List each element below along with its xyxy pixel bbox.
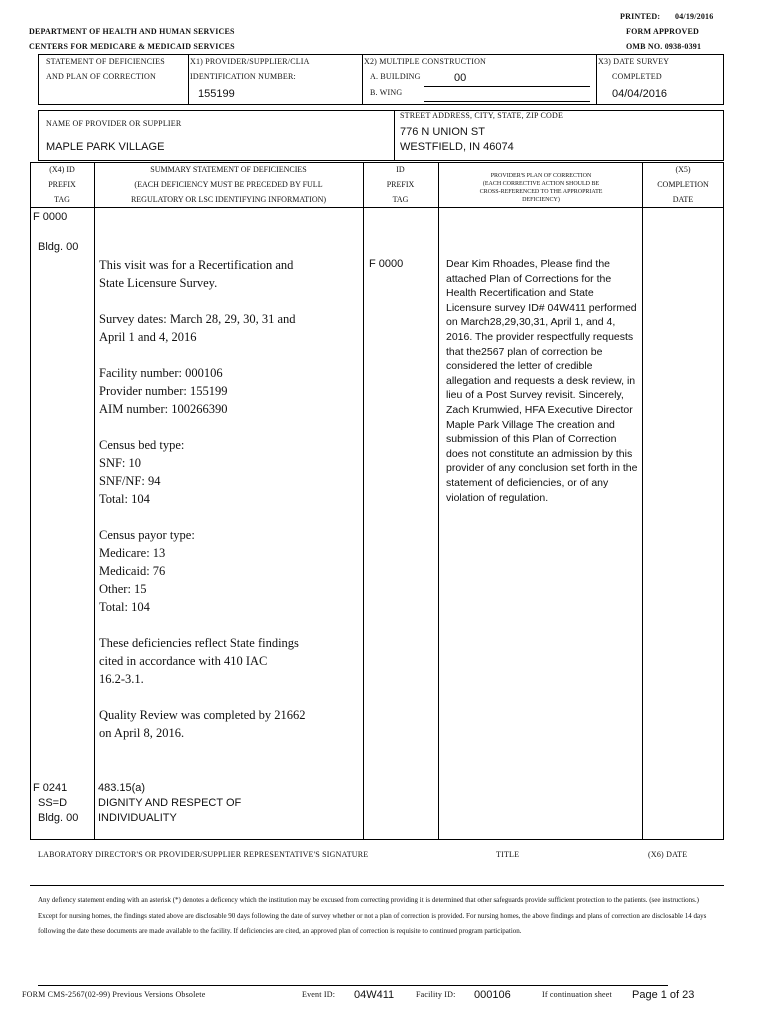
omb-number: OMB NO. 0938-0391: [626, 42, 702, 51]
form-number: FORM CMS-2567(02-99) Previous Versions Obsolete: [22, 990, 206, 999]
provider-id-label-2: IDENTIFICATION NUMBER:: [190, 72, 296, 81]
x5-header: (X5) COMPLETION DATE: [657, 165, 709, 204]
tag-f0000: F 0000: [33, 211, 68, 223]
building-value: 00: [454, 72, 467, 84]
provider-id-label: X1) PROVIDER/SUPPLIER/CLIA: [190, 57, 310, 66]
id-tag-f0000: F 0000: [369, 258, 404, 270]
signature-label: LABORATORY DIRECTOR'S OR PROVIDER/SUPPLIER REPRESENTATIVE'S SIGNATURE: [38, 850, 369, 859]
facility-id-value: 000106: [474, 989, 511, 1001]
regulation-title-2: INDIVIDUALITY: [98, 812, 177, 824]
centers-title: CENTERS FOR MEDICARE & MEDICAID SERVICES: [29, 42, 235, 51]
summary-header: SUMMARY STATEMENT OF DEFICIENCIES (EACH DEFICIENCY MUST BE PRECEDED BY FULL REGULATORY OR LSC IDENTIFYING INFORMATION): [130, 165, 327, 204]
summary-paragraph: This visit was for a Recertification and State Licensure Survey.: [99, 258, 294, 290]
id-header: ID PREFIX TAG: [386, 165, 415, 204]
provider-box: [38, 110, 724, 161]
disclosure-footnote: Any defiency statement ending with an asterisk (*) denotes a deficency which the institution may be excused from correcting providing it is determined that other safeguards provide sufficient protection to the patients. (see instructions.) Except for nursing homes, the findings stated above are disclosable 90 days following the date of survey whether or not a plan of correction is provided. For nursing homes, the above findings and plans of correction are disclosable 14 days following the date these documents are made available to the facility. If deficiencies are cited, an approved plan of correction is requisite to continued program participation.: [38, 896, 707, 935]
event-id-value: 04W411: [354, 989, 395, 1001]
summary-paragraph: Census payor type: Medicare: 13 Medicaid: 76 Other: 15 Total: 104: [99, 528, 195, 614]
form-status: FORM APPROVED: [626, 27, 700, 36]
date-survey-label: X3) DATE SURVEY: [598, 57, 670, 66]
statement-label: STATEMENT OF DEFICIENCIES: [46, 57, 165, 66]
title-label: TITLE: [496, 850, 520, 859]
statement-label-2: AND PLAN OF CORRECTION: [46, 72, 156, 81]
bldg-second: Bldg. 00: [38, 812, 79, 824]
date-survey-value: 04/04/2016: [612, 88, 668, 100]
building-label: A. BUILDING: [370, 72, 421, 81]
scope-severity: SS=D: [38, 797, 68, 809]
x4-header: (X4) ID PREFIX TAG: [48, 165, 76, 204]
address-label: STREET ADDRESS, CITY, STATE, ZIP CODE: [400, 111, 564, 120]
department-title: DEPARTMENT OF HEALTH AND HUMAN SERVICES: [29, 27, 235, 36]
wing-label: B. WING: [370, 88, 403, 97]
printed-label: PRINTED:: [620, 12, 661, 21]
summary-paragraph: Survey dates: March 28, 29, 30, 31 and April 1 and 4, 2016: [99, 312, 296, 344]
address-line-1: 776 N UNION ST: [400, 126, 485, 138]
tag-f0241: F 0241: [33, 782, 68, 794]
address-line-2: WESTFIELD, IN 46074: [400, 141, 514, 153]
provider-name-value: MAPLE PARK VILLAGE: [46, 141, 165, 153]
summary-paragraph: Census bed type: SNF: 10 SNF/NF: 94 Total: 104: [99, 438, 185, 506]
provider-name-label: NAME OF PROVIDER OR SUPPLIER: [46, 119, 182, 128]
summary-paragraph: Quality Review was completed by 21662 on April 8, 2016.: [99, 708, 306, 740]
multiple-construction-label: X2) MULTIPLE CONSTRUCTION: [364, 57, 487, 66]
poc-header: PROVIDER'S PLAN OF CORRECTION (EACH CORRECTIVE ACTION SHOULD BE CROSS-REFERENCED TO THE APPROPRIATE DEFICIENCY): [479, 173, 603, 203]
page-number: Page 1 of 23: [632, 989, 695, 1001]
date-label: (X6) DATE: [648, 850, 688, 859]
date-survey-label-2: COMPLETED: [612, 72, 662, 81]
plan-of-correction-text: Dear Kim Rhoades, Please find the attached Plan of Corrections for the Health Recertification and State Licensure survey ID# 04W411 performed on March28,29,30,31, April 1, and 4, 2016. The provider respectfully requests that the2567 plan of correction be considered the letter of credible allegation and requests a desk review, in lieu of a Post Survey revisit. Sincerely, Zach Krumwied, HFA Executive Director Maple Park Village The creation and submission of this Plan of Correction does not constitute an admission by this provider of any conclusion set forth in the statement of deficiencies, or of any violation of regulation.: [446, 258, 638, 504]
facility-id-label: Facility ID:: [416, 990, 456, 999]
summary-statement: [99, 256, 361, 760]
regulation-title: DIGNITY AND RESPECT OF: [98, 797, 242, 809]
continuation-label: If continuation sheet: [542, 990, 612, 999]
summary-paragraph: Facility number: 000106 Provider number: 155199 AIM number: 100266390: [99, 366, 228, 416]
bldg-first: Bldg. 00: [38, 241, 79, 253]
summary-paragraph: These deficiencies reflect State findings cited in accordance with 410 IAC 16.2-3.1.: [99, 636, 299, 686]
provider-id-value: 155199: [198, 88, 235, 100]
printed-date: 04/19/2016: [675, 12, 714, 21]
event-id-label: Event ID:: [302, 990, 336, 999]
regulation-number: 483.15(a): [98, 782, 146, 794]
